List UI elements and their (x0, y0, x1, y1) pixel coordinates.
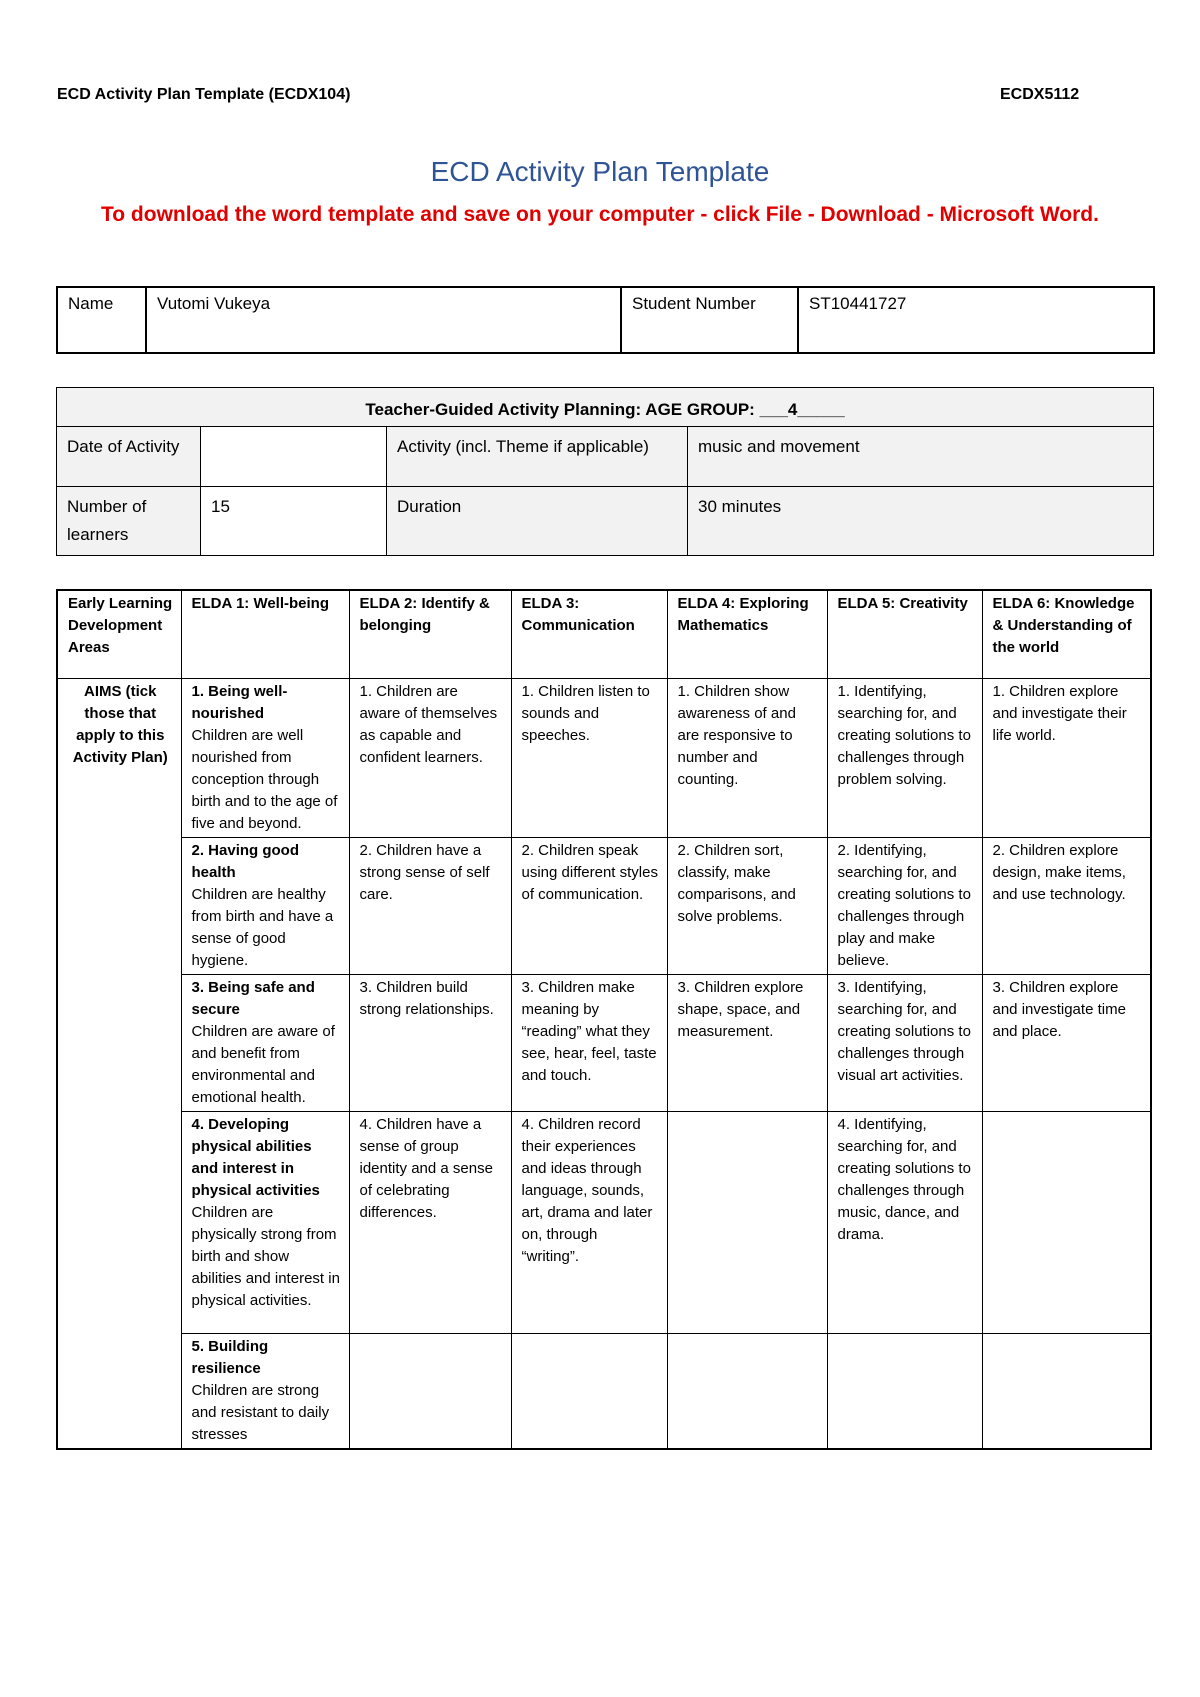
elda-2-header: ELDA 2: Identify & belonging (349, 590, 511, 678)
student-info-table (56, 286, 1155, 354)
header-right: ECDX5112 (1000, 86, 1080, 103)
download-instructions: To download the word template and save on your computer - click File - Download - Microsoft Word. (101, 203, 1099, 226)
knowledge-aim-2[interactable]: 2. Children explore design, make items, and use technology. (982, 837, 1151, 974)
creativity-aim-2[interactable]: 2. Identifying, searching for, and creating solutions to challenges through play and make believe. (827, 837, 982, 974)
mathematics-aim-5[interactable] (667, 1333, 827, 1449)
elda-4-header: ELDA 4: Exploring Mathematics (667, 590, 827, 678)
communication-aim-4[interactable]: 4. Children record their experiences and ideas through language, sounds, art, drama and later on, through “writing”. (511, 1111, 667, 1333)
wellbeing-aim-5[interactable] (181, 1333, 349, 1449)
aim-title: 3. Being safe and secure (191, 978, 315, 1018)
aim-title: 2. Having good health (191, 841, 300, 881)
wellbeing-aim-1[interactable] (181, 678, 349, 837)
elda-1-header: ELDA 1: Well-being (181, 590, 349, 678)
date-value[interactable] (201, 427, 387, 487)
age-group-heading: Teacher-Guided Activity Planning: AGE GROUP: ___4_____ (57, 388, 1154, 427)
mathematics-aim-1[interactable]: 1. Children show awareness of and are responsive to number and counting. (667, 678, 827, 837)
wellbeing-aim-2[interactable] (181, 837, 349, 974)
identity-aim-1[interactable]: 1. Children are aware of themselves as capable and confident learners. (349, 678, 511, 837)
creativity-aim-4[interactable]: 4. Identifying, searching for, and creating solutions to challenges through music, dance, and drama. (827, 1111, 982, 1333)
elda-table (56, 589, 1152, 1450)
communication-aim-3[interactable]: 3. Children make meaning by “reading” what they see, hear, feel, taste and touch. (511, 974, 667, 1111)
duration-label: Duration (387, 487, 688, 556)
knowledge-aim-5[interactable] (982, 1333, 1151, 1449)
elda-corner-header: Early Learning Development Areas (57, 590, 181, 678)
communication-aim-2[interactable]: 2. Children speak using different styles of communication. (511, 837, 667, 974)
student-number-label: Student Number (621, 287, 798, 353)
student-number-value[interactable]: ST10441727 (798, 287, 1154, 353)
aim-title: 4. Developing physical abilities and interest in physical activities (191, 1115, 320, 1199)
duration-value[interactable]: 30 minutes (688, 487, 1154, 556)
communication-aim-5[interactable] (511, 1333, 667, 1449)
learners-label: Number of learners (57, 487, 201, 556)
aim-text: Children are healthy from birth and have a sense of good hygiene. (191, 885, 334, 969)
elda-6-header: ELDA 6: Knowledge & Understanding of the world (982, 590, 1151, 678)
identity-aim-3[interactable]: 3. Children build strong relationships. (349, 974, 511, 1111)
page-title: ECD Activity Plan Template (430, 156, 770, 187)
wellbeing-aim-4[interactable] (181, 1111, 349, 1333)
name-label: Name (57, 287, 146, 353)
mathematics-aim-4[interactable] (667, 1111, 827, 1333)
learners-value[interactable]: 15 (201, 487, 387, 556)
identity-aim-2[interactable]: 2. Children have a strong sense of self care. (349, 837, 511, 974)
aim-text: Children are physically strong from birth and show abilities and interest in physical activities. (191, 1203, 340, 1309)
elda-3-header: ELDA 3: Communication (511, 590, 667, 678)
aim-title: 1. Being well-nourished (191, 682, 288, 722)
knowledge-aim-1[interactable]: 1. Children explore and investigate their life world. (982, 678, 1151, 837)
creativity-aim-5[interactable] (827, 1333, 982, 1449)
aims-label: AIMS (tick those that apply to this Activity Plan) (57, 678, 181, 1449)
aim-text: Children are strong and resistant to daily stresses (191, 1381, 330, 1443)
header-left: ECD Activity Plan Template (ECDX104) (57, 86, 351, 103)
aim-text: Children are aware of and benefit from environmental and emotional health. (191, 1022, 335, 1106)
creativity-aim-1[interactable]: 1. Identifying, searching for, and creating solutions to challenges through problem solving. (827, 678, 982, 837)
identity-aim-5[interactable] (349, 1333, 511, 1449)
knowledge-aim-4[interactable] (982, 1111, 1151, 1333)
communication-aim-1[interactable]: 1. Children listen to sounds and speeches. (511, 678, 667, 837)
aim-title: 5. Building resilience (191, 1337, 269, 1377)
wellbeing-aim-3[interactable] (181, 974, 349, 1111)
creativity-aim-3[interactable]: 3. Identifying, searching for, and creating solutions to challenges through visual art activities. (827, 974, 982, 1111)
name-value[interactable]: Vutomi Vukeya (146, 287, 621, 353)
knowledge-aim-3[interactable]: 3. Children explore and investigate time and place. (982, 974, 1151, 1111)
elda-5-header: ELDA 5: Creativity (827, 590, 982, 678)
mathematics-aim-2[interactable]: 2. Children sort, classify, make comparisons, and solve problems. (667, 837, 827, 974)
activity-planning-table (56, 387, 1154, 556)
date-label: Date of Activity (57, 427, 201, 487)
identity-aim-4[interactable]: 4. Children have a sense of group identity and a sense of celebrating differences. (349, 1111, 511, 1333)
activity-theme-value[interactable]: music and movement (688, 427, 1154, 487)
mathematics-aim-3[interactable]: 3. Children explore shape, space, and measurement. (667, 974, 827, 1111)
aim-text: Children are well nourished from conception through birth and to the age of five and beyond. (191, 726, 338, 832)
activity-theme-label: Activity (incl. Theme if applicable) (387, 427, 688, 487)
